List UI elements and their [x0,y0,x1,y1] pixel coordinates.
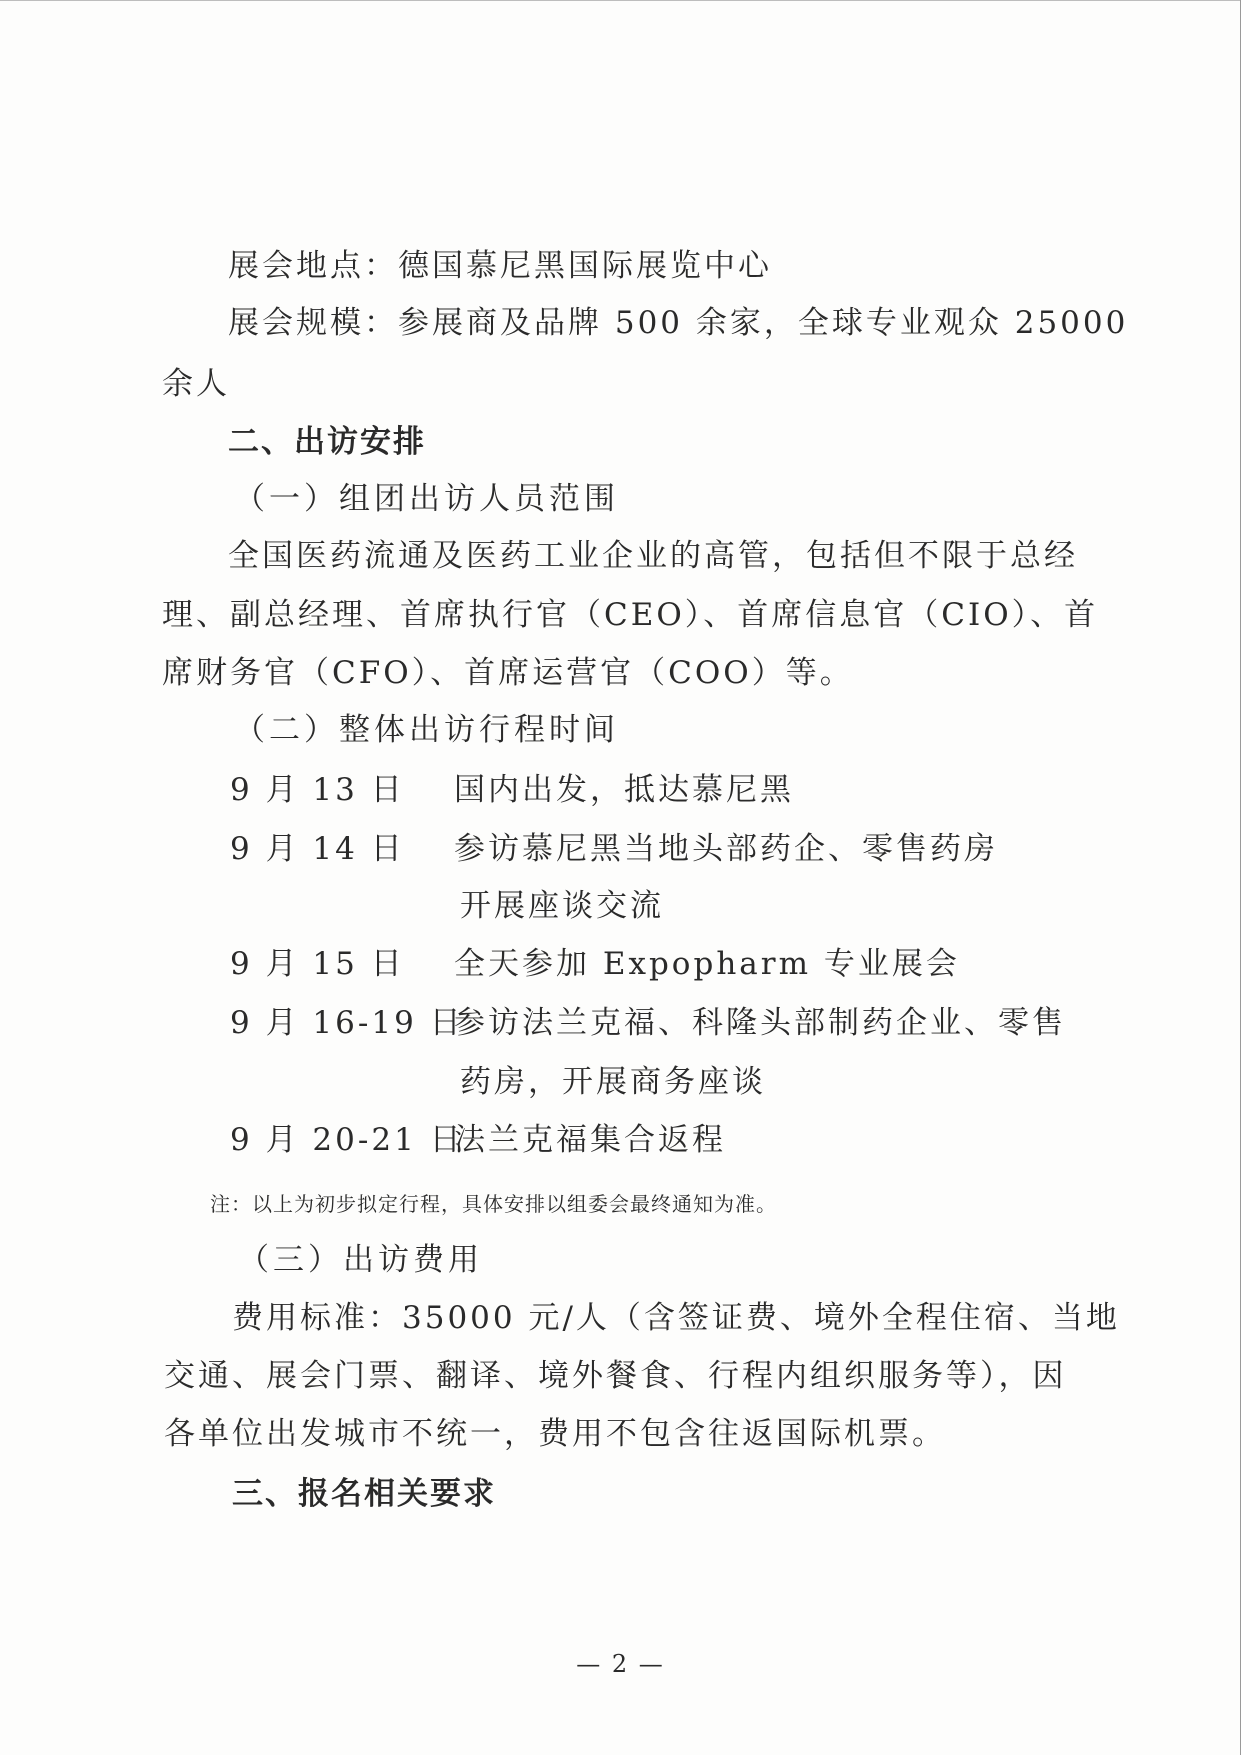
itinerary-activity: 参访慕尼黑当地头部药企、零售药房 [454,831,998,867]
itinerary-note: 注：以上为初步拟定行程，具体安排以组委会最终通知为准。 [210,1192,777,1216]
itinerary-date: 9 月 16-19 日 [230,1005,464,1041]
itinerary-date: 9 月 14 日 [230,831,405,867]
itinerary-date: 9 月 20-21 日 [230,1122,464,1158]
itinerary-activity-continued: 药房，开展商务座谈 [460,1064,766,1100]
section-3-title: 三、报名相关要求 [232,1476,496,1512]
itinerary-activity: 法兰克福集合返程 [454,1122,726,1158]
itinerary-activity: 国内出发，抵达慕尼黑 [454,772,794,808]
itinerary-date: 9 月 15 日 [230,946,405,982]
sub1-para-line-1: 全国医药流通及医药工业企业的高管，包括但不限于总经 [228,538,1078,574]
fee-para-line-2: 交通、展会门票、翻译、境外餐食、行程内组织服务等），因 [164,1358,1067,1394]
venue-line: 展会地点：德国慕尼黑国际展览中心 [228,248,772,284]
sub1-para-line-3: 席财务官（CFO）、首席运营官（COO）等。 [162,655,854,691]
subsection-1-title: （一）组团出访人员范围 [234,481,619,517]
section-2-title: 二、出访安排 [228,424,426,460]
sub1-para-line-2: 理、副总经理、首席执行官（CEO）、首席信息官（CIO）、首 [162,597,1099,633]
itinerary-date: 9 月 13 日 [230,772,405,808]
scan-top-edge [0,0,1241,1]
scale-line-1: 展会规模：参展商及品牌 500 余家，全球专业观众 25000 [228,305,1129,341]
subsection-3-title: （三）出访费用 [238,1242,483,1278]
itinerary-activity-continued: 开展座谈交流 [460,888,664,924]
scale-line-2: 余人 [162,366,230,402]
fee-para-line-3: 各单位出发城市不统一，费用不包含往返国际机票。 [164,1416,946,1452]
page-number: — 2 — [576,1650,665,1678]
itinerary-activity: 全天参加 Expopharm 专业展会 [454,946,960,982]
itinerary-activity: 参访法兰克福、科隆头部制药企业、零售 [454,1005,1066,1041]
fee-para-line-1: 费用标准：35000 元/人（含签证费、境外全程住宿、当地 [232,1300,1120,1336]
subsection-2-title: （二）整体出访行程时间 [234,712,619,748]
